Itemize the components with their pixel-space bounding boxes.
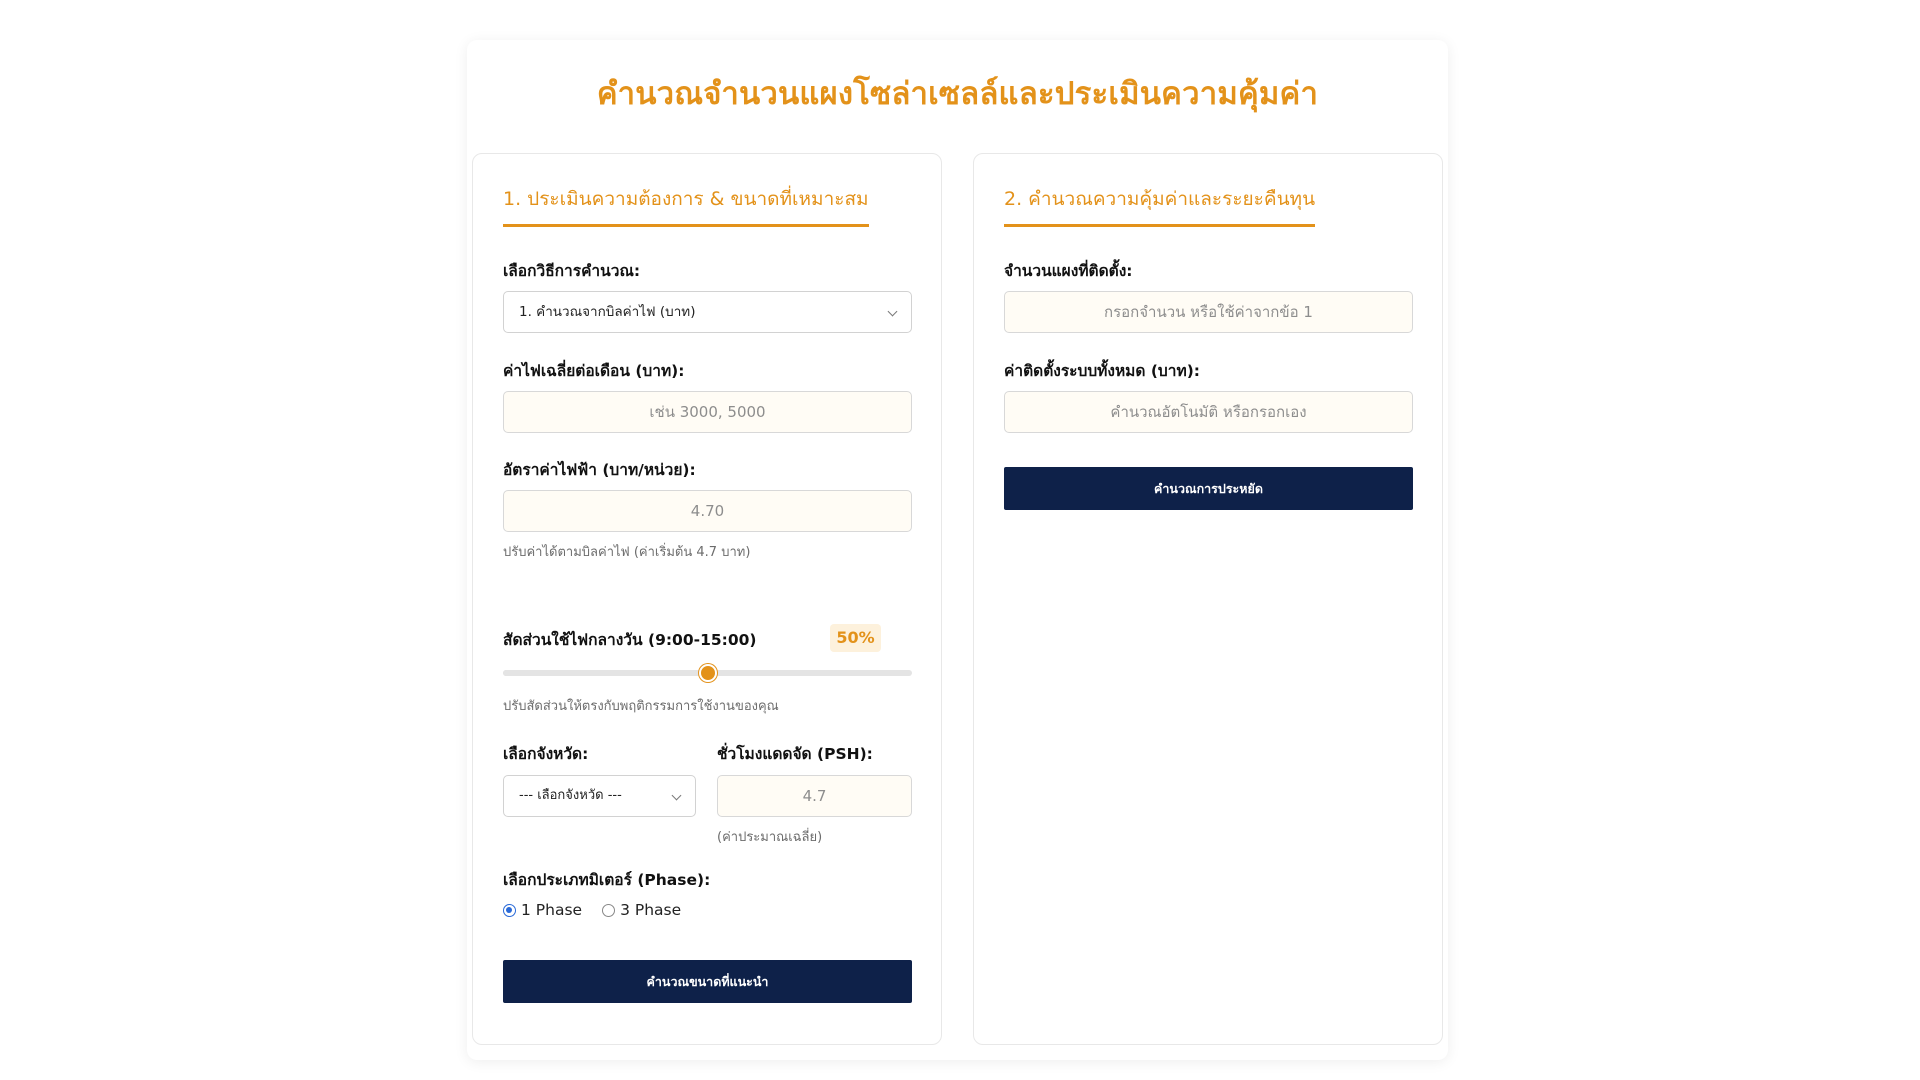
payback-panel [973,153,1443,1045]
sizing-panel [472,153,942,1045]
method-select-value: 1. คำนวณจากบิลค่าไฟ (บาท) [519,304,696,320]
daytime-ratio-label: สัดส่วนใช้ไฟกลางวัน (9:00-15:00) [503,631,757,649]
page-title: คำนวณจำนวนแผงโซล่าเซลล์และประเมินความคุ้มค่า [596,76,1319,112]
phase-option-label: 1 Phase [521,901,583,919]
monthly-bill-input[interactable]: เช่น 3000, 5000 [503,391,912,433]
chevron-down-icon [672,791,682,801]
payback-panel-title: 2. คำนวณความคุ้มค่าและระยะคืนทุน [1004,184,1315,227]
province-select-value: --- เลือกจังหวัด --- [519,788,622,803]
install-cost-input[interactable]: คำนวณอัตโนมัติ หรือกรอกเอง [1004,391,1413,433]
daytime-ratio-hint: ปรับสัดส่วนให้ตรงกับพฤติกรรมการใช้งานของคุณ [503,699,779,714]
phase-option-3[interactable] [602,901,681,919]
method-label: เลือกวิธีการคำนวณ: [503,262,641,280]
install-cost-label: ค่าติดตั้งระบบทั้งหมด (บาท): [1004,362,1200,380]
phase-option-label: 3 Phase [620,901,682,919]
psh-hint: (ค่าประมาณเฉลี่ย) [717,830,823,845]
calculator-card [467,40,1448,1060]
radio-button[interactable] [503,904,516,917]
rate-hint: ปรับค่าได้ตามบิลค่าไฟ (ค่าเริ่มต้น 4.7 บาท) [503,545,751,560]
radio-button[interactable] [602,904,615,917]
slider-fill [503,670,708,676]
province-label: เลือกจังหวัด: [503,745,589,763]
daytime-ratio-badge: 50% [830,624,881,652]
rate-label: อัตราค่าไฟฟ้า (บาท/หน่วย): [503,461,696,479]
phase-radio-group [503,901,701,919]
daytime-ratio-slider[interactable] [503,670,912,676]
phase-label: เลือกประเภทมิเตอร์ (Phase): [503,871,711,889]
rate-input[interactable]: 4.70 [503,490,912,532]
calculate-size-button[interactable]: คำนวณขนาดที่แนะนำ [503,960,912,1003]
panel-count-label: จำนวนแผงที่ติดตั้ง: [1004,262,1133,280]
province-select[interactable] [503,775,696,817]
phase-option-1[interactable] [503,901,582,919]
sizing-panel-title: 1. ประเมินความต้องการ & ขนาดที่เหมาะสม [503,184,869,227]
method-select[interactable] [503,291,912,333]
slider-thumb[interactable] [699,664,717,682]
calculate-savings-button[interactable]: คำนวณการประหยัด [1004,467,1413,510]
psh-label: ชั่วโมงแดดจัด (PSH): [717,745,873,763]
monthly-bill-label: ค่าไฟเฉลี่ยต่อเดือน (บาท): [503,362,685,380]
chevron-down-icon [888,307,898,317]
panel-count-input[interactable]: กรอกจำนวน หรือใช้ค่าจากข้อ 1 [1004,291,1413,333]
psh-input[interactable]: 4.7 [717,775,912,817]
